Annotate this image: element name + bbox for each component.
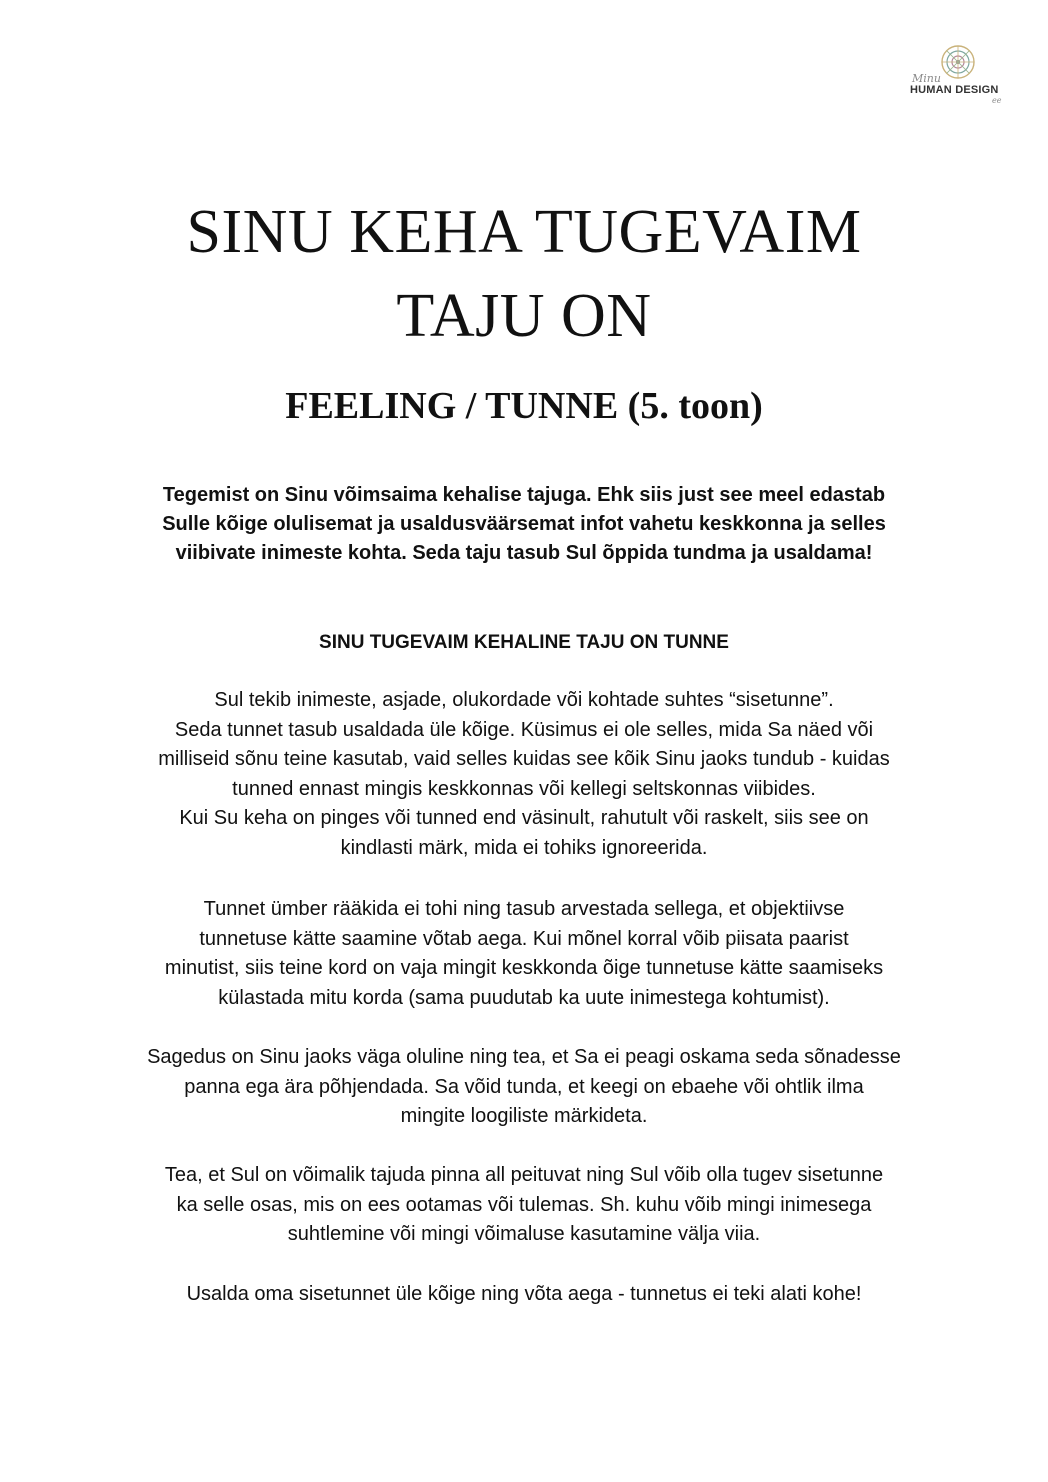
- logo-suffix: ee: [992, 96, 1002, 105]
- intro-paragraph: [104, 481, 944, 568]
- paragraph-line: Sagedus on Sinu jaoks väga oluline ning tea, et Sa ei peagi oskama seda sõnadesse: [147, 1046, 901, 1068]
- paragraph-line: Seda tunnet tasub usaldada üle kõige. Küsimus ei ole selles, mida Sa näed või: [174, 718, 874, 741]
- logo-script: Minu: [912, 72, 941, 85]
- section-heading: SINU TUGEVAIM KEHALINE TAJU ON TUNNE: [319, 632, 729, 653]
- paragraph-line: Usalda oma sisetunnet üle kõige ning võta aega - tunnetus ei teki alati kohe!: [186, 1283, 862, 1305]
- intro-line: Sulle kõige olulisemat ja usaldusväärsemat infot vahetu keskkonna ja selles: [162, 513, 886, 535]
- paragraph-line: kindlasti märk, mida ei tohiks ignoreerida.: [340, 836, 708, 859]
- paragraph-line: milliseid sõnu teine kasutab, vaid selles kuidas see kõik Sinu jaoks tundub - kuidas: [158, 748, 890, 771]
- paragraph-line: Tunnet ümber rääkida ei tohi ning tasub arvestada sellega, et objektiivse: [203, 898, 845, 920]
- brand-logo: [906, 44, 1010, 106]
- body-paragraph-3: [90, 1043, 958, 1132]
- paragraph-line: minutist, siis teine kord on vaja mingit keskkonda õige tunnetuse kätte saamiseks: [164, 957, 884, 980]
- paragraph-line: mingite loogiliste märkideta.: [400, 1105, 648, 1128]
- paragraph-line: tunned ennast mingis keskkonnas või kellegi seltskonnas viibides.: [232, 777, 816, 800]
- intro-line: viibivate inimeste kohta. Seda taju tasub Sul õppida tundma ja usaldama!: [175, 542, 873, 564]
- logo-name: HUMAN DESIGN: [910, 84, 999, 96]
- page-title: [0, 190, 1048, 358]
- mandala-icon: [940, 44, 976, 80]
- paragraph-line: Tea, et Sul on võimalik tajuda pinna all peituvat ning Sul võib olla tugev sisetunne: [164, 1164, 884, 1186]
- paragraph-line: suhtlemine või mingi võimaluse kasutamine välja viia.: [287, 1223, 761, 1246]
- page-title-line-2: TAJU ON: [396, 282, 652, 350]
- body-paragraph-5: [90, 1280, 958, 1310]
- page-subtitle: FEELING / TUNNE (5. toon): [285, 385, 763, 427]
- paragraph-line: tunnetuse kätte saamine võtab aega. Kui mõnel korral võib piisata paarist: [199, 927, 849, 950]
- body-paragraph-2: [90, 895, 958, 1013]
- page-title-line-1: SINU KEHA TUGEVAIM: [186, 198, 862, 266]
- paragraph-line: Kui Su keha on pinges või tunned end väsinult, rahutult või raskelt, siis see on: [179, 807, 869, 830]
- paragraph-line: ka selle osas, mis on ees ootamas või tulemas. Sh. kuhu võib mingi inimesega: [176, 1193, 872, 1216]
- paragraph-line: Sul tekib inimeste, asjade, olukordade või kohtade suhtes “sisetunne”.: [214, 689, 834, 711]
- body-paragraph-4: [90, 1161, 958, 1250]
- intro-line: Tegemist on Sinu võimsaima kehalise tajuga. Ehk siis just see meel edastab: [162, 484, 886, 506]
- body-paragraph-1: [90, 686, 958, 864]
- paragraph-line: külastada mitu korda (sama puudutab ka uute inimestega kohtumist).: [218, 986, 830, 1009]
- paragraph-line: panna ega ära põhjendada. Sa võid tunda, et keegi on ebaehe või ohtlik ilma: [184, 1075, 864, 1098]
